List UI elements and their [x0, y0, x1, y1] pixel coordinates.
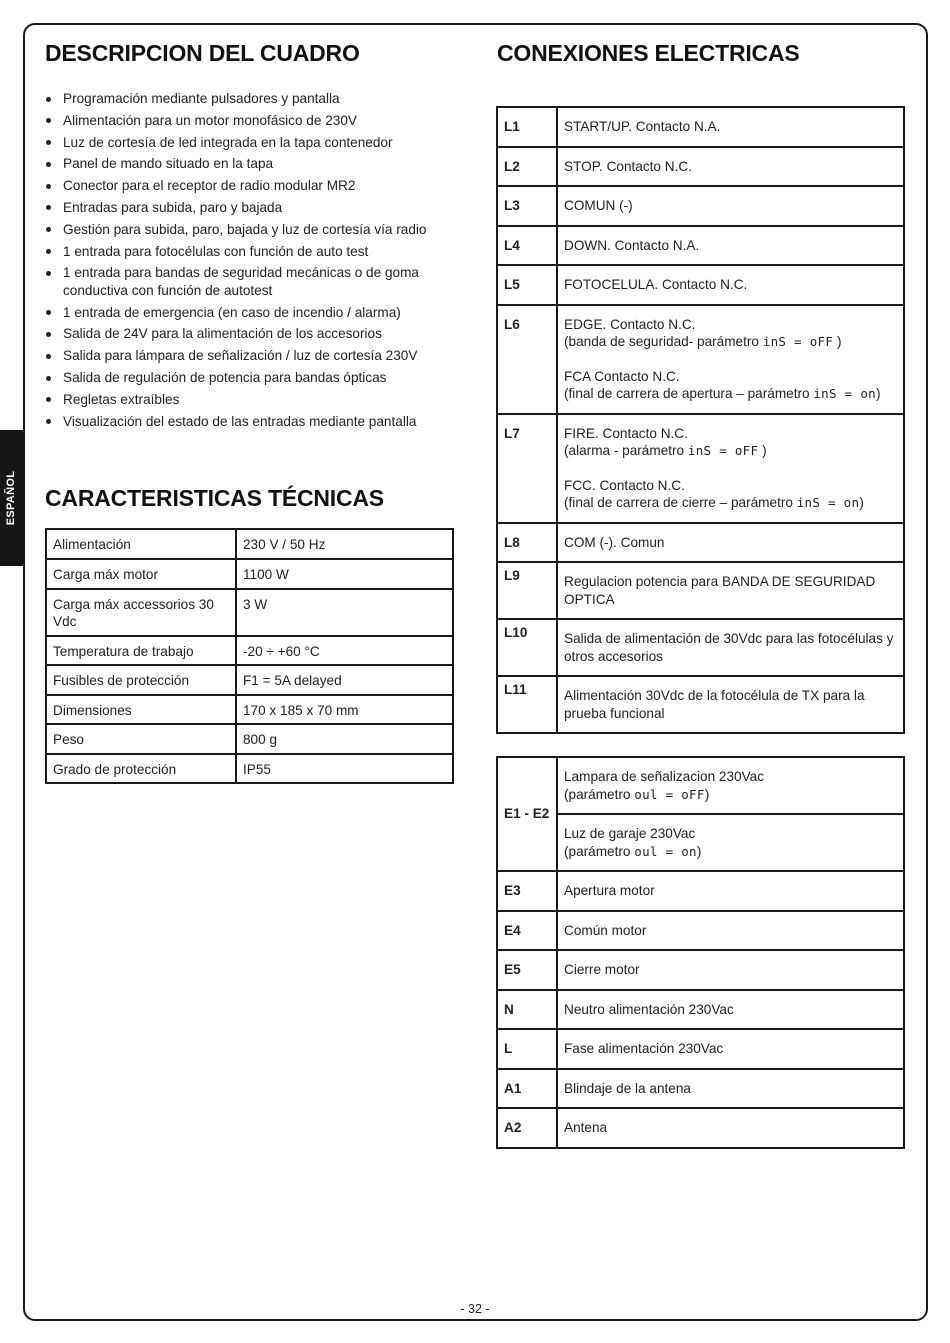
table-row [497, 265, 904, 305]
terminal-desc [557, 814, 904, 871]
spec-label: Peso [46, 724, 236, 754]
spec-value: F1 = 5A delayed [236, 665, 453, 695]
desc-text: (final de carrera de apertura – parámetro [564, 386, 814, 401]
table-row [497, 562, 904, 619]
table-row [497, 107, 904, 147]
desc-line: FCC. Contacto N.C. [564, 477, 685, 493]
terminal-desc: Regulacion potencia para BANDA DE SEGURIDAD OPTICA [557, 562, 904, 619]
list-item: 1 entrada para bandas de seguridad mecánicas o de goma conductiva con función de autotest [45, 264, 465, 299]
terminal-code: L1 [497, 107, 557, 147]
terminal-desc: Alimentación 30Vdc de la fotocélula de TX para la prueba funcional [557, 676, 904, 733]
terminal-desc: Neutro alimentación 230Vac [557, 990, 904, 1030]
table-row [497, 226, 904, 266]
spec-label: Fusibles de protección [46, 665, 236, 695]
spec-label: Grado de protección [46, 754, 236, 784]
table-row [497, 147, 904, 187]
spec-label: Alimentación [46, 529, 236, 559]
list-item: Visualización del estado de las entradas mediante pantalla [45, 413, 465, 431]
table-row [497, 676, 904, 733]
terminal-desc: START/UP. Contacto N.A. [557, 107, 904, 147]
page-number: - 32 - [460, 1302, 490, 1316]
desc-text: (final de carrera de cierre – parámetro [564, 495, 797, 510]
table-row [46, 724, 453, 754]
spec-label: Carga máx motor [46, 559, 236, 589]
desc-line: FCA Contacto N.C. [564, 368, 680, 384]
terminal-code: E1 - E2 [497, 757, 557, 871]
table-row [497, 305, 904, 414]
desc-line: (parámetro oul = on) [564, 843, 702, 859]
desc-text: (alarma - parámetro [564, 443, 688, 458]
terminal-code: L7 [497, 414, 557, 523]
terminal-code: A1 [497, 1069, 557, 1109]
terminal-desc: Antena [557, 1108, 904, 1148]
table-row [497, 950, 904, 990]
terminal-desc [557, 414, 904, 523]
table-row [46, 529, 453, 559]
table-row [497, 814, 904, 871]
table-row [497, 990, 904, 1030]
terminal-desc: STOP. Contacto N.C. [557, 147, 904, 187]
spec-value: 800 g [236, 724, 453, 754]
terminal-code: L3 [497, 186, 557, 226]
list-item: Programación mediante pulsadores y pantalla [45, 90, 465, 108]
list-item: 1 entrada de emergencia (en caso de incendio / alarma) [45, 304, 465, 322]
terminal-code: L6 [497, 305, 557, 414]
spec-value: 170 x 185 x 70 mm [236, 695, 453, 725]
terminal-code: L9 [497, 562, 557, 619]
conexiones-title: CONEXIONES ELECTRICAS [497, 40, 800, 66]
table-row [46, 665, 453, 695]
list-item: Salida de 24V para la alimentación de los accesorios [45, 325, 465, 343]
table-row [46, 559, 453, 589]
list-item: Gestión para subida, paro, bajada y luz de cortesía vía radio [45, 221, 465, 239]
spec-value: IP55 [236, 754, 453, 784]
caracteristicas-title: CARACTERISTICAS TÉCNICAS [45, 485, 384, 511]
terminal-desc: Blindaje de la antena [557, 1069, 904, 1109]
desc-line: (final de carrera de cierre – parámetro inS = on) [564, 495, 864, 510]
list-item: Entradas para subida, paro y bajada [45, 199, 465, 217]
desc-line: (alarma - parámetro inS = oFF ) [564, 443, 767, 458]
connections-table-1 [496, 106, 905, 734]
descripcion-title: DESCRIPCION DEL CUADRO [45, 40, 360, 66]
table-row [497, 523, 904, 563]
desc-text: (banda de seguridad- parámetro [564, 334, 763, 349]
desc-line: EDGE. Contacto N.C. [564, 316, 696, 332]
list-item: 1 entrada para fotocélulas con función de auto test [45, 243, 465, 261]
terminal-code: L2 [497, 147, 557, 187]
spec-value: -20 ÷ +60 °C [236, 636, 453, 666]
table-row [497, 1108, 904, 1148]
list-item: Panel de mando situado en la tapa [45, 155, 465, 173]
spec-label: Temperatura de trabajo [46, 636, 236, 666]
display-param: oul = on [634, 843, 697, 859]
desc-text: (parámetro [564, 843, 635, 859]
terminal-code: A2 [497, 1108, 557, 1148]
desc-line: (final de carrera de apertura – parámetro inS = on) [564, 386, 881, 401]
list-item: Salida para lámpara de señalización / luz de cortesía 230V [45, 347, 465, 365]
language-tab [0, 430, 23, 566]
table-row [46, 754, 453, 784]
table-row [497, 619, 904, 676]
desc-line: Lampara de señalizacion 230Vac [564, 769, 765, 784]
terminal-desc: Fase alimentación 230Vac [557, 1029, 904, 1069]
desc-line: Luz de garaje 230Vac [564, 826, 696, 841]
terminal-desc: Cierre motor [557, 950, 904, 990]
display-param: inS = oFF [687, 443, 759, 458]
terminal-desc: COM (-). Comun [557, 523, 904, 563]
terminal-code: E4 [497, 911, 557, 951]
terminal-code: N [497, 990, 557, 1030]
terminal-desc: DOWN. Contacto N.A. [557, 226, 904, 266]
spec-label: Dimensiones [46, 695, 236, 725]
terminal-code: E3 [497, 871, 557, 911]
table-row [46, 636, 453, 666]
terminal-desc: FOTOCELULA. Contacto N.C. [557, 265, 904, 305]
connections-table-2 [496, 756, 905, 1149]
terminal-desc: Apertura motor [557, 871, 904, 911]
desc-line: (banda de seguridad- parámetro inS = oFF ) [564, 334, 842, 349]
table-row [46, 695, 453, 725]
terminal-desc: Salida de alimentación de 30Vdc para las fotocélulas y otros accesorios [557, 619, 904, 676]
spec-label: Carga máx accessorios 30 Vdc [46, 589, 236, 636]
terminal-desc [557, 757, 904, 814]
list-item: Luz de cortesía de led integrada en la tapa contenedor [45, 134, 465, 152]
terminal-desc: COMUN (-) [557, 186, 904, 226]
specs-table [45, 528, 454, 784]
desc-line: FIRE. Contacto N.C. [564, 425, 688, 441]
terminal-code: L8 [497, 523, 557, 563]
display-param: oul = oFF [634, 786, 705, 802]
terminal-code: L [497, 1029, 557, 1069]
terminal-code: L11 [497, 676, 557, 733]
display-param: inS = on [813, 386, 876, 401]
display-param: inS = oFF [762, 334, 834, 349]
terminal-code: L4 [497, 226, 557, 266]
display-param: inS = on [796, 495, 860, 510]
spec-value: 3 W [236, 589, 453, 636]
features-list [45, 90, 465, 434]
desc-text: (parámetro [564, 786, 635, 802]
terminal-code: E5 [497, 950, 557, 990]
table-row [46, 589, 453, 636]
terminal-desc: Común motor [557, 911, 904, 951]
table-row [497, 757, 904, 814]
spec-value: 230 V / 50 Hz [236, 529, 453, 559]
table-row [497, 871, 904, 911]
terminal-code: L10 [497, 619, 557, 676]
table-row [497, 1069, 904, 1109]
list-item: Salida de regulación de potencia para bandas ópticas [45, 369, 465, 387]
terminal-code: L5 [497, 265, 557, 305]
table-row [497, 911, 904, 951]
list-item: Conector para el receptor de radio modular MR2 [45, 177, 465, 195]
table-row [497, 186, 904, 226]
table-row [497, 414, 904, 523]
table-row [497, 1029, 904, 1069]
spec-value: 1100 W [236, 559, 453, 589]
terminal-desc [557, 305, 904, 414]
language-tab-label: ESPAÑOL [5, 470, 18, 526]
desc-line: (parámetro oul = oFF) [564, 786, 710, 802]
list-item: Alimentación para un motor monofásico de 230V [45, 112, 465, 130]
list-item: Regletas extraíbles [45, 391, 465, 409]
